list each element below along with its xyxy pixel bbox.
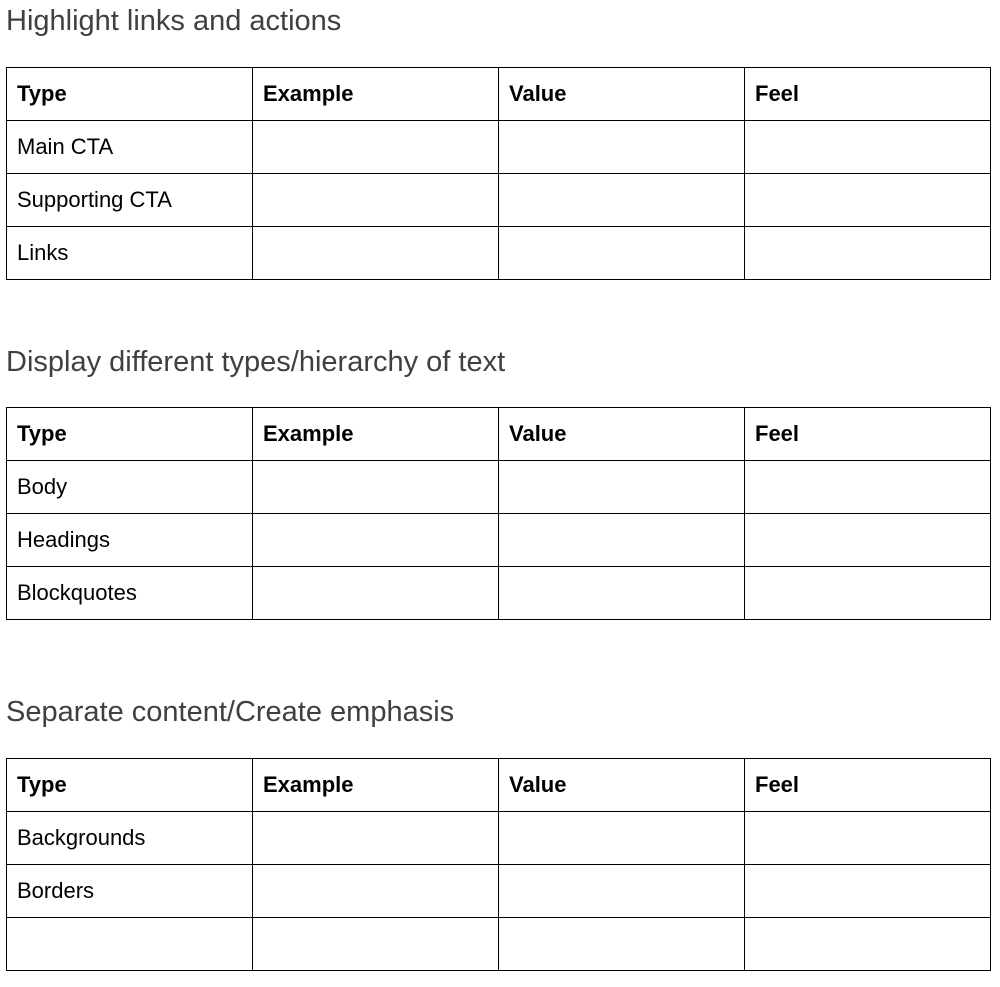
cell-example[interactable] xyxy=(253,812,499,865)
cell-example[interactable] xyxy=(253,918,499,971)
cell-type[interactable]: Links xyxy=(7,227,253,280)
cell-value[interactable] xyxy=(499,918,745,971)
cell-feel[interactable] xyxy=(745,461,991,514)
cell-feel[interactable] xyxy=(745,121,991,174)
column-header-example: Example xyxy=(253,759,499,812)
cell-type[interactable]: Borders xyxy=(7,865,253,918)
column-header-type: Type xyxy=(7,408,253,461)
cell-example[interactable] xyxy=(253,461,499,514)
table-row xyxy=(7,461,991,514)
cell-type[interactable]: Supporting CTA xyxy=(7,174,253,227)
cell-feel[interactable] xyxy=(745,812,991,865)
table-header-row xyxy=(7,68,991,121)
table-content-emphasis xyxy=(6,758,991,971)
cell-feel[interactable] xyxy=(745,174,991,227)
cell-type[interactable]: Blockquotes xyxy=(7,567,253,620)
column-header-value: Value xyxy=(499,408,745,461)
cell-type[interactable] xyxy=(7,918,253,971)
cell-type[interactable]: Backgrounds xyxy=(7,812,253,865)
cell-value[interactable] xyxy=(499,514,745,567)
column-header-feel: Feel xyxy=(745,408,991,461)
column-header-feel: Feel xyxy=(745,759,991,812)
cell-type[interactable]: Main CTA xyxy=(7,121,253,174)
column-header-type: Type xyxy=(7,759,253,812)
cell-example[interactable] xyxy=(253,865,499,918)
table-row xyxy=(7,174,991,227)
cell-example[interactable] xyxy=(253,174,499,227)
cell-value[interactable] xyxy=(499,461,745,514)
table-text-hierarchy xyxy=(6,407,991,620)
table-row xyxy=(7,567,991,620)
cell-value[interactable] xyxy=(499,567,745,620)
cell-example[interactable] xyxy=(253,227,499,280)
cell-feel[interactable] xyxy=(745,227,991,280)
cell-feel[interactable] xyxy=(745,514,991,567)
cell-feel[interactable] xyxy=(745,918,991,971)
table-row xyxy=(7,121,991,174)
column-header-feel: Feel xyxy=(745,68,991,121)
table-row xyxy=(7,514,991,567)
table-header-row xyxy=(7,408,991,461)
cell-example[interactable] xyxy=(253,121,499,174)
cell-example[interactable] xyxy=(253,567,499,620)
cell-feel[interactable] xyxy=(745,865,991,918)
table-links-actions xyxy=(6,67,991,280)
cell-value[interactable] xyxy=(499,227,745,280)
section-heading-text-hierarchy: Display different types/hierarchy of text xyxy=(6,346,506,378)
section-heading-links-actions: Highlight links and actions xyxy=(6,5,342,37)
cell-value[interactable] xyxy=(499,865,745,918)
column-header-example: Example xyxy=(253,68,499,121)
table-row xyxy=(7,918,991,971)
table-row xyxy=(7,227,991,280)
cell-value[interactable] xyxy=(499,812,745,865)
section-heading-content-emphasis: Separate content/Create emphasis xyxy=(6,696,455,728)
column-header-value: Value xyxy=(499,68,745,121)
cell-feel[interactable] xyxy=(745,567,991,620)
table-header-row xyxy=(7,759,991,812)
column-header-example: Example xyxy=(253,408,499,461)
cell-example[interactable] xyxy=(253,514,499,567)
cell-type[interactable]: Headings xyxy=(7,514,253,567)
column-header-type: Type xyxy=(7,68,253,121)
table-row xyxy=(7,812,991,865)
cell-type[interactable]: Body xyxy=(7,461,253,514)
cell-value[interactable] xyxy=(499,121,745,174)
table-row xyxy=(7,865,991,918)
cell-value[interactable] xyxy=(499,174,745,227)
column-header-value: Value xyxy=(499,759,745,812)
